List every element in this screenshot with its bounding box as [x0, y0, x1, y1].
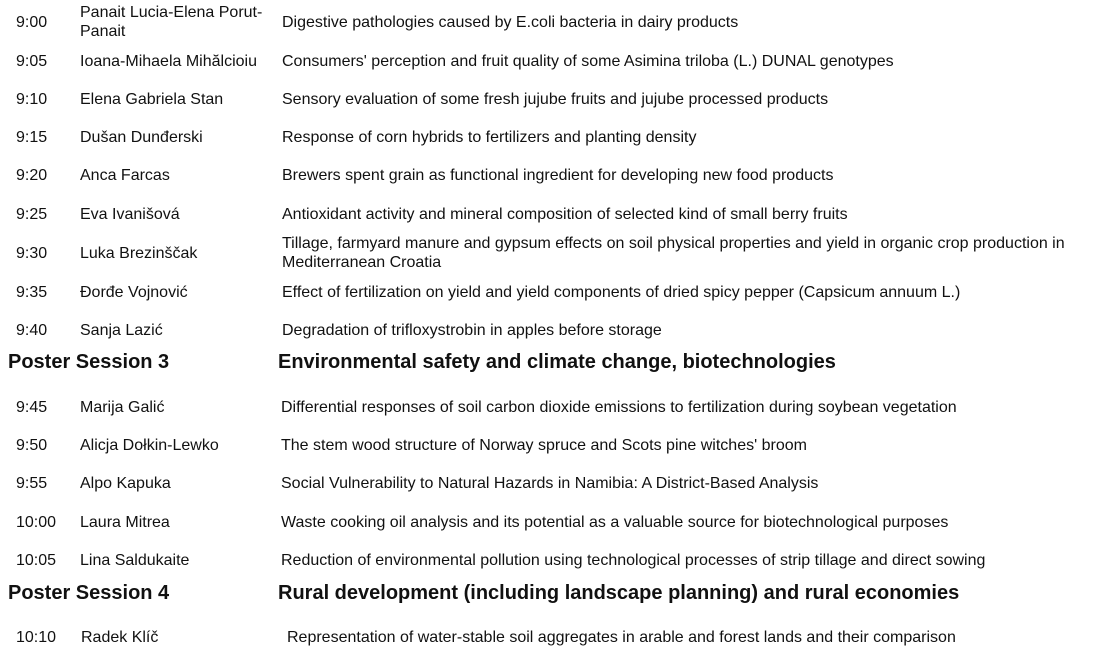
- row-title: Tillage, farmyard manure and gypsum effects on soil physical properties and yield in organic crop production in Mediterranean Croatia: [282, 235, 1065, 271]
- row-author: Elena Gabriela Stan: [80, 91, 224, 108]
- row-time: 9:05: [16, 53, 48, 70]
- row-time: 10:00: [16, 514, 57, 531]
- row-time: 9:40: [16, 322, 48, 339]
- row-author: Lina Saldukaite: [80, 552, 190, 569]
- row-title: Reduction of environmental pollution using technological processes of strip tillage and direct sowing: [281, 552, 986, 569]
- row-author: Marija Galić: [80, 399, 165, 416]
- row-author: Laura Mitrea: [80, 514, 170, 531]
- row-time: 9:30: [16, 245, 48, 262]
- row-time: 9:10: [16, 91, 48, 108]
- row-time: 10:10: [16, 629, 57, 646]
- row-author: Dušan Dunđerski: [80, 129, 203, 146]
- row-title: Response of corn hybrids to fertilizers and planting density: [282, 129, 697, 146]
- row-title: Representation of water-stable soil aggregates in arable and forest lands and their comparison: [287, 629, 956, 646]
- row-author: Alpo Kapuka: [80, 475, 171, 492]
- row-title: Brewers spent grain as functional ingredient for developing new food products: [282, 167, 834, 184]
- row-time: 9:35: [16, 284, 48, 301]
- row-author: Alicja Dołkin-Lewko: [80, 437, 219, 454]
- row-author: Radek Klíč: [81, 629, 159, 646]
- row-time: 9:00: [16, 14, 48, 31]
- row-title: Waste cooking oil analysis and its potential as a valuable source for biotechnological purposes: [281, 514, 949, 531]
- session-title: Environmental safety and climate change, biotechnologies: [278, 351, 836, 373]
- row-title: Social Vulnerability to Natural Hazards in Namibia: A District-Based Analysis: [281, 475, 819, 492]
- row-time: 9:50: [16, 437, 48, 454]
- row-title: The stem wood structure of Norway spruce and Scots pine witches' broom: [281, 437, 807, 454]
- program-row: [0, 3, 1108, 41]
- row-author: Panait Lucia-Elena Porut-Panait: [80, 4, 263, 40]
- row-time: 9:55: [16, 475, 48, 492]
- session-label: Poster Session 3: [8, 351, 170, 373]
- row-author: Anca Farcas: [80, 167, 170, 184]
- row-author: Ioana-Mihaela Mihălcioiu: [80, 53, 257, 70]
- row-title: Differential responses of soil carbon dioxide emissions to fertilization during soybean vegetation: [281, 399, 957, 416]
- session-title: Rural development (including landscape planning) and rural economies: [278, 582, 960, 604]
- row-time: 10:05: [16, 552, 57, 569]
- session-label: Poster Session 4: [8, 582, 170, 604]
- row-author: Eva Ivanišová: [80, 206, 180, 223]
- row-title: Digestive pathologies caused by E.coli bacteria in dairy products: [282, 14, 739, 31]
- program-row: [0, 234, 1108, 272]
- row-title: Consumers' perception and fruit quality of some Asimina triloba (L.) DUNAL genotypes: [282, 53, 894, 70]
- row-title: Degradation of trifloxystrobin in apples before storage: [282, 322, 662, 339]
- row-title: Effect of fertilization on yield and yield components of dried spicy pepper (Capsicum annuum L.): [282, 284, 961, 301]
- row-time: 9:45: [16, 399, 48, 416]
- row-author: Đorđe Vojnović: [80, 284, 188, 301]
- row-time: 9:20: [16, 167, 48, 184]
- row-title: Antioxidant activity and mineral composition of selected kind of small berry fruits: [282, 206, 848, 223]
- row-time: 9:15: [16, 129, 48, 146]
- row-title: Sensory evaluation of some fresh jujube fruits and jujube processed products: [282, 91, 829, 108]
- row-author: Luka Brezinščak: [80, 245, 198, 262]
- row-author: Sanja Lazić: [80, 322, 163, 339]
- row-time: 9:25: [16, 206, 48, 223]
